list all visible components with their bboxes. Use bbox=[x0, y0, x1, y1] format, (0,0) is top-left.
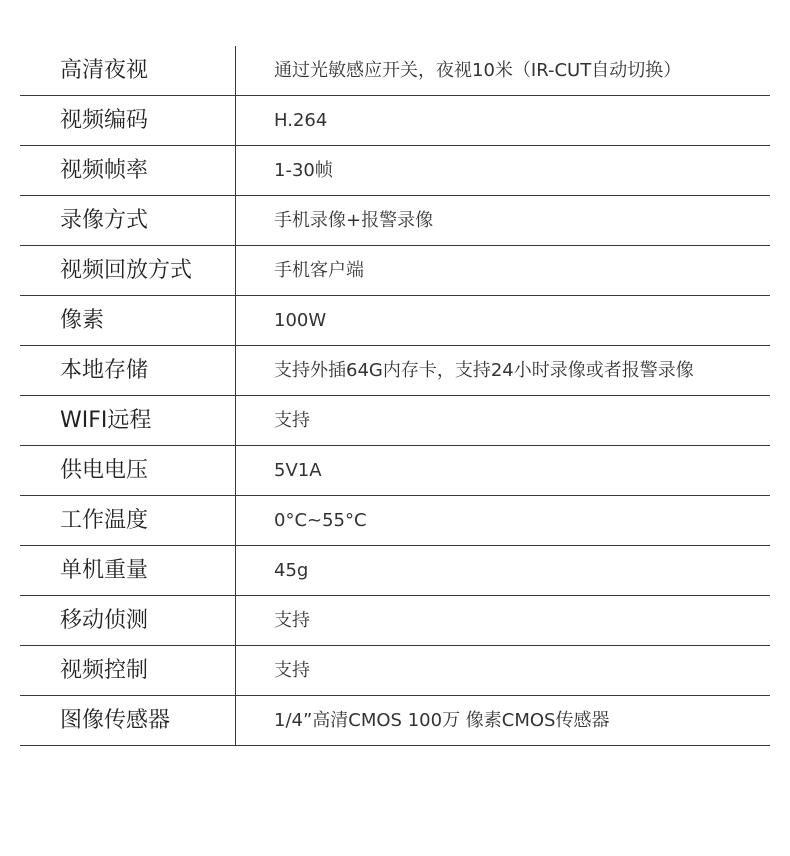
spec-label: 视频回放方式 bbox=[20, 246, 236, 295]
spec-label: 工作温度 bbox=[20, 496, 236, 545]
spec-value: 支持外插64G内存卡，支持24小时录像或者报警录像 bbox=[274, 360, 694, 381]
spec-row-video-codec bbox=[20, 96, 770, 146]
spec-row-wifi-remote bbox=[20, 396, 770, 446]
spec-value: 支持 bbox=[274, 410, 310, 431]
spec-row-unit-weight bbox=[20, 546, 770, 596]
spec-table bbox=[20, 46, 770, 746]
spec-value: 通过光敏感应开关，夜视10米（IR-CUT自动切换） bbox=[274, 60, 682, 81]
spec-row-frame-rate bbox=[20, 146, 770, 196]
spec-value: 5V1A bbox=[274, 460, 322, 481]
spec-value: 手机客户端 bbox=[274, 260, 364, 281]
spec-row-night-vision bbox=[20, 46, 770, 96]
spec-row-recording-mode bbox=[20, 196, 770, 246]
spec-label: 图像传感器 bbox=[20, 696, 236, 745]
spec-value: 1-30帧 bbox=[274, 160, 333, 181]
spec-row-working-temperature bbox=[20, 496, 770, 546]
spec-value: 100W bbox=[274, 310, 327, 331]
spec-label: 移动侦测 bbox=[20, 596, 236, 645]
spec-label: 像素 bbox=[20, 296, 236, 345]
spec-row-image-sensor bbox=[20, 696, 770, 746]
spec-value: 手机录像+报警录像 bbox=[274, 210, 434, 231]
spec-value: H.264 bbox=[274, 110, 328, 131]
spec-row-video-control bbox=[20, 646, 770, 696]
spec-label: 视频控制 bbox=[20, 646, 236, 695]
spec-label: WIFI远程 bbox=[20, 396, 236, 445]
spec-label: 高清夜视 bbox=[20, 46, 236, 95]
spec-value: 0°C~55°C bbox=[274, 510, 367, 531]
spec-label: 视频编码 bbox=[20, 96, 236, 145]
spec-row-pixels bbox=[20, 296, 770, 346]
spec-label: 供电电压 bbox=[20, 446, 236, 495]
spec-label: 录像方式 bbox=[20, 196, 236, 245]
spec-value: 支持 bbox=[274, 660, 310, 681]
spec-row-motion-detection bbox=[20, 596, 770, 646]
spec-row-supply-voltage bbox=[20, 446, 770, 496]
spec-row-playback-mode bbox=[20, 246, 770, 296]
spec-value: 支持 bbox=[274, 610, 310, 631]
spec-value: 1/4”高清CMOS 100万 像素CMOS传感器 bbox=[274, 710, 610, 731]
spec-row-local-storage bbox=[20, 346, 770, 396]
spec-value: 45g bbox=[274, 560, 309, 581]
spec-label: 视频帧率 bbox=[20, 146, 236, 195]
spec-label: 单机重量 bbox=[20, 546, 236, 595]
spec-label: 本地存储 bbox=[20, 346, 236, 395]
